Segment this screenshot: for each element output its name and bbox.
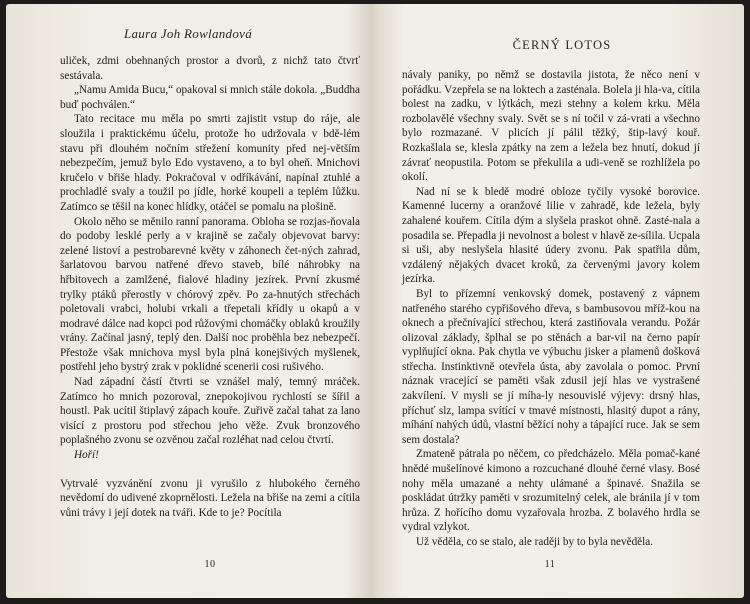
paragraph: Zmateně pátrala po něčem, co předcházelo. Měla pomač-kané hnědé mušelínové kimono a rozcuchané dlouhé černé vlasy. Bosé nohy měla umazané a nehty ulámané a špinavé. Snažila se poskládat útržky paměti v srozumitelný celek, ale bránila jí v tom hrůza. Z hořícího domu vyzařovala hrozba. Z bolavého hrdla se vydral vzlykot. [402, 448, 700, 534]
paragraph: Hoří! [74, 449, 99, 462]
paragraph: Vytrvalé vyzvánění zvonu ji vyrušilo z hlubokého černého nevědomí do udivené zkoprnělosti. Ležela na břiše na zemi a cítila vůni trávy i její dotek na tváři. Kde to je? Pocítila [60, 477, 360, 519]
paragraph: uliček, zdmi obehnaných prostor a dvorů, z nichž tato čtvrť sestávala. [60, 55, 360, 82]
paragraph: Nad západní částí čtvrti se vznášel malý, temný mráček. Zatímco ho mnich pozoroval, znepokojivou rychlostí se šířil a houstl. Pak ucítil štiplavý zápach kouře. Zuřivě začal tahat za lano visící z prostoru pod střechou jeho věže. Zvuk bronzového poplašného zvonu se ozvěnou začal rozléhat nad celou čtvrtí. [60, 376, 360, 447]
right-page [380, 4, 744, 598]
running-head-author: Laura Joh Rowlandová [123, 26, 253, 41]
running-head-title: ČERNÝ LOTOS [512, 38, 612, 52]
paragraph: návaly paniky, po němž se dostavila jistota, že něco není v pořádku. Vzepřela se na loktech a zasténala. Bolela ji hla-va, cítila bolest na zadku, v lýtkách, mezi stehny a kolem krku. Měla rozbolavělé všechny svaly. Svět se s ní točil v zá-vrati a všechno bylo rozmazané. V plicích jí pálil těžký, štip-lavý kouř. Rozkašlala se, klesla zpátky na zem a ležela bez hnutí, dokud jí závrať neopustila. Potom se překulila a udi-veně se rozhlížela po okolí. [402, 69, 700, 184]
paragraph: Byl to přízemní venkovský domek, postavený z vápnem natřeného starého cypřišového dřeva, s bambusovou mříž-kou na oknech a přečnívající střechou, která zastiňovala verandu. Požár olizoval základy, šplhal se po stěnách a bar-vil na černo papír vyplňující okna. Pak chytla ve výbuchu jisker a plamenů došková střecha. Instinktivně otevřela ústa, aby zavolala o pomoc. První náznak vracející se paměti však zdusil její hlas ve vystrašené zakvílení. V mysli se jí míha-ly nesouvislé výjevy: drsný hlas, příchuť slz, lampa svítící v tmavé místnosti, hlasitý dupot a rány, míhání nahých údů, vlastní běžící nohy a tápající ruce. Jak se sem sem dostala? [402, 287, 700, 446]
page-number: 11 [544, 559, 556, 570]
paragraph: Nad ní se k bledě modré obloze tyčily vysoké borovice. Kamenné lucerny a oranžové lilie v zahradě, kde ležela, byly zahalené kouřem. Cítila dým a slyšela praskot ohně. Zasté-nala a posadila se. Přepadla ji nevolnost a bolest v hlavě ze-sílila. Ucpala si uši, aby neslyšela hlasité údery zvonu. Pak spatřila dům, vzdálený nějakých dvacet kroků, za červenými javory kolem jezírka. [402, 185, 700, 286]
paragraph: „Namu Amida Bucu,“ opakoval si mnich stále dokola. „Buddha buď pochválen.“ [60, 84, 360, 111]
paragraph: Tato recitace mu měla po smrti zajistit vstup do ráje, ale sloužila i praktickému účelu, protože ho udržovala v bdě-lém stavu při dlouhém nočním střežení komunity před nej-větším nebezpečím, jemuž bylo Edo vystaveno, a to byl oheň. Mnichovi kručelo v břiše hlady. Pokračoval v odříkávání, napínal ztuhlé a prochladlé svaly a toužil po jídle, horké koupeli a teplém lůžku. Zatímco se těšil na konec hlídky, otáčel se pomalu na plošině. [60, 113, 360, 213]
book-spread [6, 4, 744, 598]
left-page [6, 4, 370, 598]
paragraph: Okolo něho se měnilo ranní panorama. Obloha se rozjas-ňovala do podoby lesklé perly a v krajině se začaly objevovat barvy: zelené listoví a pestrobarevné květy v záhonech čet-ných zahrad, šarlatovou barvou natřené dřevo staveb, bílé náhrobky na hřbitovech a zamlžené, fialové hladiny jezírek. První zkusmé trylky ptáků přerostly v chórový zpěv. Po za-hnutých střechách poletovali vrabci, holubi vrkali a třepetali křídly u okapů a v modravé dálce nad kopci pod růžovými chomáčky oblaků kroužily vrány. Začínal jasný, teplý den. Další noc proběhla bez nebezpečí. Přestože však mnichova mysl byla plná konejšivých myšlenek, postřehl jeho bystrý zrak v poklidné scenerii cosi rušivého. [60, 215, 360, 374]
paragraph: Už věděla, co se stalo, ale raději by to byla nevěděla. [416, 536, 654, 548]
right-page-text [402, 68, 700, 550]
page-number: 10 [204, 559, 216, 570]
left-page-text [60, 54, 360, 520]
